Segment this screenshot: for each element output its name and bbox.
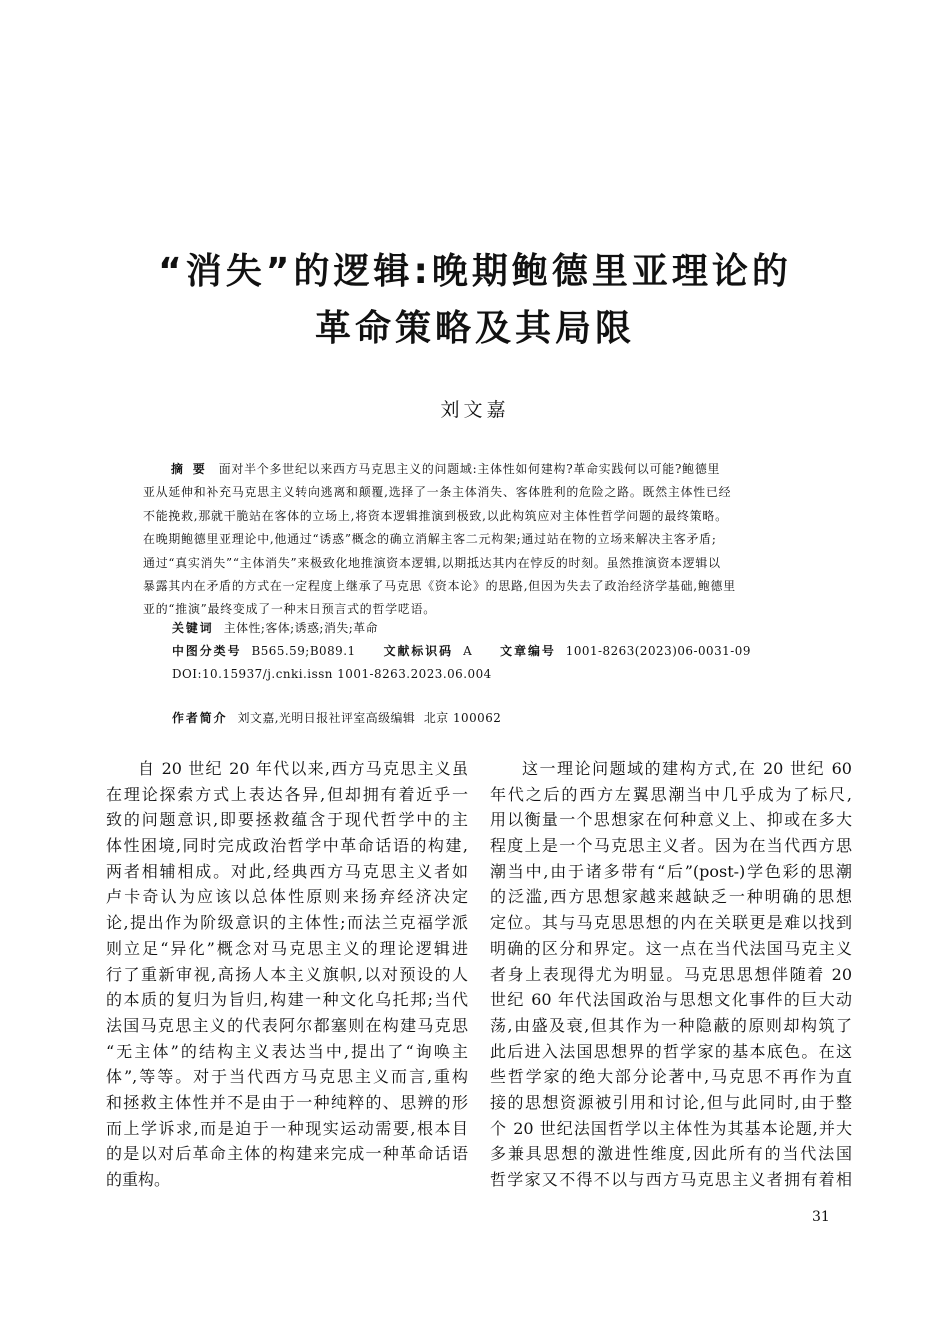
abstract-line	[143, 481, 819, 504]
body-line: 潮当中,由于诸多带有“后”(post-)学色彩的思潮	[490, 861, 852, 881]
abstract-text: 不能挽救,那就干脆站在客体的立场上,将资本逻辑推演到极致,以此构筑应对主体性哲学问题的最终策略。	[143, 508, 728, 523]
body-line: 则立足“异化”概念对马克思主义的理论逻辑进	[106, 938, 468, 958]
body-line: 个 20 世纪法国哲学以主体性为其基本论题,并大	[490, 1118, 852, 1138]
body-line: 而上学诉求,而是迫于一种现实运动需要,根本目	[106, 1118, 468, 1138]
abstract-text: 通过“真实消失”“主体消失”来极致化地推演资本逻辑,以期抵达其内在悖反的时刻。虽然推演资本逻辑以	[143, 555, 721, 570]
body-line: 法国马克思主义的代表阿尔都塞则在构建马克思	[106, 1015, 468, 1035]
abstract-text: 在晚期鲍德里亚理论中,他通过“诱惑”概念的确立消解主客二元构架;通过站在物的立场来解决主客矛盾;	[143, 532, 717, 547]
keywords-value: 主体性;客体;诱惑;消失;革命	[223, 621, 379, 635]
body-column-right	[490, 756, 852, 1193]
body-line: 体性困境,同时完成政治哲学中革命话语的构建,	[106, 836, 468, 856]
body-line: 世纪 60 年代法国政治与思想文化事件的巨大动	[490, 990, 852, 1010]
body-line: 荡,由盛及衰,但其作为一种隐蔽的原则却构筑了	[490, 1015, 852, 1035]
abstract	[143, 458, 819, 622]
body-line: 和拯救主体性并不是由于一种纯粹的、思辨的形	[106, 1092, 468, 1112]
keywords-label: 关键词	[172, 621, 214, 635]
author-bio-value: 刘文嘉,光明日报社评室高级编辑 北京 100062	[237, 711, 502, 725]
article-title-line-1: “消失”的逻辑:晚期鲍德里亚理论的	[158, 251, 792, 292]
doc-code-label: 文献标识码	[383, 644, 454, 658]
body-line: 在理论探索方式上表达各异,但却拥有着近乎一	[106, 784, 468, 804]
body-line: 的本质的复归为旨归,构建一种文化乌托邦;当代	[106, 990, 468, 1010]
abstract-text: 亚从延伸和补充马克思主义转向逃离和颠覆,选择了一条主体消失、客体胜利的危险之路。既然主体性已经	[143, 485, 732, 500]
body-line: 此后进入法国思想界的哲学家的基本底色。在这	[490, 1041, 852, 1061]
abstract-text: 亚的“推演”最终变成了一种末日预言式的哲学呓语。	[143, 602, 436, 617]
body-line: 致的问题意识,即要拯救蕴含于现代哲学中的主	[106, 810, 468, 830]
abstract-line	[143, 575, 819, 598]
author-bio	[172, 707, 832, 729]
clc-value: B565.59;B089.1	[251, 644, 356, 658]
author-bio-label: 作者简介	[172, 711, 228, 725]
doc-code-value: A	[463, 644, 473, 658]
body-line: 的泛滥,西方思想家越来越缺乏一种明确的思想	[490, 887, 852, 907]
body-column-left	[106, 756, 468, 1193]
body-line: 的是以对后革命主体的构建来完成一种革命话语	[106, 1144, 468, 1164]
abstract-line	[143, 528, 819, 551]
body-line: “无主体”的结构主义表达当中,提出了“询唤主	[106, 1041, 468, 1061]
author-name: 刘文嘉	[440, 399, 510, 421]
article-no-value: 1001-8263(2023)06-0031-09	[565, 644, 751, 658]
body-line: 哲学家又不得不以与西方马克思主义者拥有着相	[490, 1170, 852, 1189]
body-line: 这一理论问题域的建构方式,在 20 世纪 60	[522, 759, 852, 778]
body-line: 体”,等等。对于当代西方马克思主义而言,重构	[106, 1067, 468, 1087]
abstract-text: 暴露其内在矛盾的方式在一定程度上继承了马克思《资本论》的思路,但因为失去了政治经济学基础,鲍德里	[143, 578, 736, 593]
article-no-label: 文章编号	[500, 644, 556, 658]
body-line: 卢卡奇认为应该以总体性原则来扬弃经济决定	[106, 887, 468, 907]
clc-label: 中图分类号	[172, 644, 242, 658]
keywords	[172, 617, 832, 639]
article-title-line-2: 革命策略及其局限	[314, 308, 635, 349]
abstract-line	[143, 505, 819, 528]
body-line: 明确的区分和界定。这一点在当代法国马克主义	[490, 938, 852, 958]
body-line: 接的思想资源被引用和讨论,但与此同时,由于整	[490, 1092, 852, 1112]
body-line: 年代之后的西方左翼思潮当中几乎成为了标尺,	[490, 784, 852, 804]
body-line: 定位。其与马克思思想的内在关联更是难以找到	[490, 913, 852, 933]
abstract-text: 面对半个多世纪以来西方马克思主义的问题域:主体性如何建构?革命实践何以可能?鲍德里	[218, 462, 721, 476]
page-number: 31	[812, 1209, 830, 1225]
body-line: 程度上是一个马克思主义者。因为在当代西方思	[490, 836, 852, 856]
doi: DOI:10.15937/j.cnki.issn 1001-8263.2023.06.004	[172, 667, 492, 681]
body-line: 自 20 世纪 20 年代以来,西方马克思主义虽	[138, 759, 468, 778]
body-line: 的重构。	[106, 1170, 171, 1189]
body-line: 些哲学家的绝大部分论著中,马克思不再作为直	[490, 1067, 852, 1087]
body-line: 用以衡量一个思想家在何种意义上、抑或在多大	[490, 810, 852, 830]
abstract-label: 摘要	[171, 462, 215, 476]
body-line: 多兼具思想的激进性维度,因此所有的当代法国	[490, 1144, 852, 1164]
body-line: 行了重新审视,高扬人本主义旗帜,以对预设的人	[106, 964, 468, 984]
classification	[172, 640, 832, 662]
body-line: 者身上表现得尤为明显。马克思思想伴随着 20	[490, 964, 852, 984]
abstract-line	[143, 458, 819, 481]
body-line: 两者相辅相成。对此,经典西方马克思主义者如	[106, 861, 468, 881]
abstract-line	[143, 552, 819, 575]
body-line: 论,提出作为阶级意识的主体性;而法兰克福学派	[106, 913, 468, 933]
